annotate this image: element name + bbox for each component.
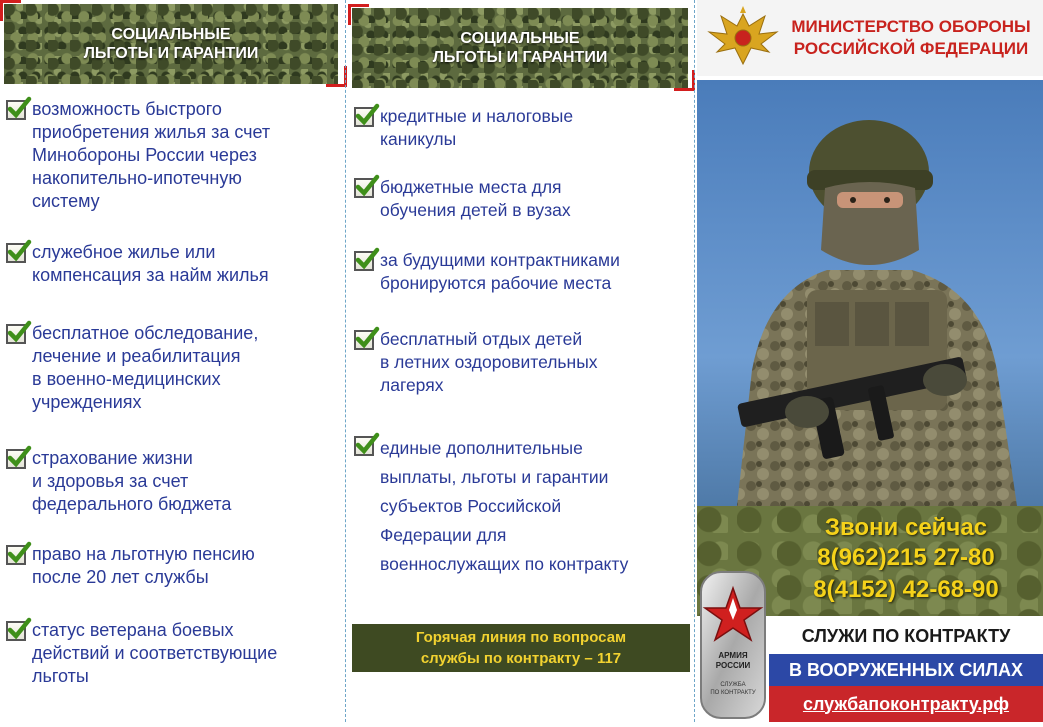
benefit-item bbox=[6, 543, 340, 589]
benefit-item-text: страхование жизни и здоровья за счет федерального бюджета bbox=[32, 448, 232, 514]
benefit-item bbox=[6, 241, 340, 287]
contract-slogan-line2: В ВООРУЖЕННЫХ СИЛАХ bbox=[769, 654, 1043, 686]
benefit-item bbox=[354, 105, 690, 151]
benefit-item bbox=[6, 619, 340, 688]
benefits-panel-middle bbox=[348, 0, 692, 722]
phone-number[interactable]: 8(962)215 27-80 bbox=[817, 544, 995, 571]
benefit-item-text: бесплатное обследование, лечение и реабилитация в военно-медицинских учреждениях bbox=[32, 323, 259, 412]
checkbox-check-icon bbox=[354, 251, 374, 271]
benefit-item-text: бюджетные места для обучения детей в вузах bbox=[380, 177, 571, 220]
benefit-item-text: статус ветерана боевых действий и соответствующие льготы bbox=[32, 620, 278, 686]
checkbox-check-icon bbox=[6, 100, 26, 120]
panel-header-title: СОЦИАЛЬНЫЕ ЛЬГОТЫ И ГАРАНТИИ bbox=[83, 26, 259, 62]
benefit-item-text: служебное жилье или компенсация за найм жилья bbox=[32, 242, 269, 285]
checkbox-check-icon bbox=[354, 436, 374, 456]
corner-decoration bbox=[326, 66, 347, 87]
call-now-label: Звони сейчас bbox=[824, 514, 988, 541]
benefit-item bbox=[354, 328, 690, 397]
phone-number[interactable]: 8(4152) 42-68-90 bbox=[813, 576, 999, 603]
checkbox-check-icon bbox=[6, 243, 26, 263]
panel-header-title: СОЦИАЛЬНЫЕ ЛЬГОТЫ И ГАРАНТИИ bbox=[432, 30, 608, 66]
svg-text:СЛУЖБА: СЛУЖБА bbox=[720, 682, 746, 688]
fold-divider bbox=[694, 0, 695, 722]
soldier-photo bbox=[697, 80, 1043, 506]
benefit-item-text: бесплатный отдых детей в летних оздоровительных лагерях bbox=[380, 329, 598, 395]
benefit-item-text: право на льготную пенсию после 20 лет службы bbox=[32, 544, 255, 587]
fold-divider bbox=[345, 0, 346, 722]
corner-decoration bbox=[0, 0, 21, 21]
checkbox-check-icon bbox=[354, 330, 374, 350]
hotline-banner: Горячая линия по вопросам службы по контракту – 117 bbox=[352, 624, 690, 672]
contract-slogan-line1: СЛУЖИ ПО КОНТРАКТУ bbox=[769, 618, 1043, 654]
svg-text:ПО КОНТРАКТУ: ПО КОНТРАКТУ bbox=[710, 690, 756, 696]
checkbox-check-icon bbox=[354, 178, 374, 198]
benefit-item bbox=[354, 434, 690, 579]
benefit-item-text: за будущими контрактниками бронируются рабочие места bbox=[380, 250, 620, 293]
benefit-item bbox=[354, 249, 690, 295]
ministry-title: МИНИСТЕРСТВО ОБОРОНЫ РОССИЙСКОЙ ФЕДЕРАЦИИ bbox=[791, 17, 1031, 58]
ministry-header bbox=[697, 0, 1043, 76]
soldier-illustration bbox=[697, 80, 1043, 506]
benefit-item-text: кредитные и налоговые каникулы bbox=[380, 106, 574, 149]
svg-text:АРМИЯ: АРМИЯ bbox=[718, 651, 748, 660]
panel-header bbox=[352, 8, 688, 88]
checkbox-check-icon bbox=[6, 449, 26, 469]
benefit-item-text: единые дополнительные выплаты, льготы и гарантии субъектов Российской Федерации для военнослужащих по контракту bbox=[380, 438, 629, 574]
svg-text:РОССИИ: РОССИИ bbox=[715, 661, 751, 670]
army-badge bbox=[697, 568, 769, 722]
double-headed-eagle-emblem bbox=[703, 6, 783, 70]
checkbox-check-icon bbox=[6, 545, 26, 565]
checkbox-check-icon bbox=[6, 621, 26, 641]
checkbox-check-icon bbox=[354, 107, 374, 127]
checkbox-check-icon bbox=[6, 324, 26, 344]
benefit-item bbox=[6, 322, 340, 414]
benefit-item bbox=[354, 176, 690, 222]
website-link[interactable]: службапоконтракту.рф bbox=[769, 686, 1043, 722]
panel-header bbox=[4, 4, 338, 84]
benefits-panel-left bbox=[0, 0, 344, 722]
benefit-item bbox=[6, 447, 340, 516]
recruitment-panel bbox=[697, 0, 1043, 722]
benefit-item-text: возможность быстрого приобретения жилья за счет Минобороны России через накопительно-ипотечную систему bbox=[32, 99, 271, 211]
corner-decoration bbox=[674, 70, 695, 91]
dog-tag-badge bbox=[697, 568, 769, 722]
benefit-item bbox=[6, 98, 340, 213]
corner-decoration bbox=[348, 4, 369, 25]
